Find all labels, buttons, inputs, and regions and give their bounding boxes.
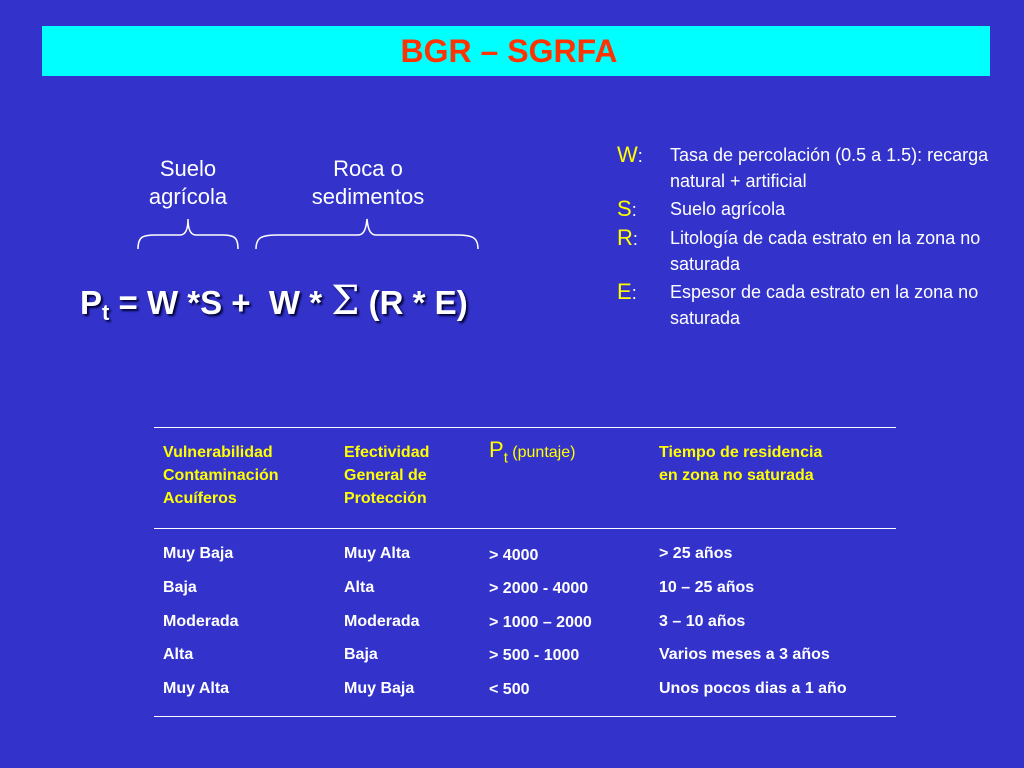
cell-efect: Muy Alta: [344, 545, 411, 562]
legend-item: S: Suelo agrícola: [617, 196, 786, 221]
formula-part2: (R * E): [359, 284, 468, 321]
legend-key: S: [617, 196, 632, 221]
header-tiempo: Tiempo de residencia en zona no saturada: [659, 444, 823, 484]
cell-efect: Alta: [344, 579, 375, 596]
table-header-rule: [154, 528, 896, 529]
header-puntaje-rest: (puntaje): [507, 444, 576, 461]
sigma-symbol: Σ: [331, 278, 360, 324]
title-bar: [42, 26, 990, 76]
cell-pt: > 4000: [489, 547, 539, 564]
cell-tiempo: 3 – 10 años: [659, 613, 746, 630]
legend-item: R: Litología de cada estrato en la zona no saturada: [617, 225, 997, 277]
label-roca: Roca o sedimentos: [311, 156, 425, 209]
legend-key: E: [617, 279, 632, 304]
legend-desc: Litología de cada estrato en la zona no saturada: [670, 228, 981, 274]
cell-tiempo: Varios meses a 3 años: [659, 646, 830, 663]
cell-pt: > 2000 - 4000: [489, 580, 589, 597]
cell-tiempo: > 25 años: [659, 545, 733, 562]
cell-efect: Muy Baja: [344, 680, 415, 697]
legend-item: E: Espesor de cada estrato en la zona no saturada: [617, 279, 997, 331]
header-puntaje-sub: t: [503, 449, 508, 467]
cell-vuln: Muy Baja: [163, 545, 234, 562]
label-suelo: Suelo agrícola: [148, 156, 228, 209]
cell-efect: Moderada: [344, 613, 420, 630]
cell-vuln: Muy Alta: [163, 680, 230, 697]
formula-part1: = W *S + W *: [109, 284, 332, 321]
legend: [617, 142, 997, 335]
legend-desc: Suelo agrícola: [670, 199, 786, 219]
cell-tiempo: Unos pocos dias a 1 año: [659, 680, 847, 697]
cell-vuln: Baja: [163, 579, 197, 596]
table-top-rule: [154, 427, 896, 428]
brace-suelo: [136, 215, 240, 251]
cell-tiempo: 10 – 25 años: [659, 579, 755, 596]
formula: [80, 278, 468, 326]
legend-key: R: [617, 225, 633, 250]
legend-desc: Tasa de percolación (0.5 a 1.5): recarga natural + artificial: [670, 145, 989, 191]
header-puntaje-p: P: [489, 437, 504, 462]
header-puntaje: [489, 438, 575, 469]
formula-p: P: [80, 284, 103, 321]
legend-key: W: [617, 142, 638, 167]
legend-desc: Espesor de cada estrato en la zona no saturada: [670, 282, 979, 328]
formula-sub: t: [102, 300, 110, 325]
cell-pt: < 500: [489, 681, 530, 698]
cell-pt: > 1000 – 2000: [489, 614, 592, 631]
cell-efect: Baja: [344, 646, 378, 663]
cell-vuln: Moderada: [163, 613, 239, 630]
brace-roca: [254, 215, 480, 251]
legend-item: W: Tasa de percolación (0.5 a 1.5): recarga natural + artificial: [617, 142, 997, 194]
slide-title: BGR – SGRFA: [400, 32, 618, 69]
header-vulnerabilidad: Vulnerabilidad Contaminación Acuíferos: [163, 444, 279, 507]
table-bottom-rule: [154, 716, 896, 717]
cell-pt: > 500 - 1000: [489, 647, 580, 664]
header-efectividad: Efectividad General de Protección: [344, 444, 430, 507]
cell-vuln: Alta: [163, 646, 194, 663]
